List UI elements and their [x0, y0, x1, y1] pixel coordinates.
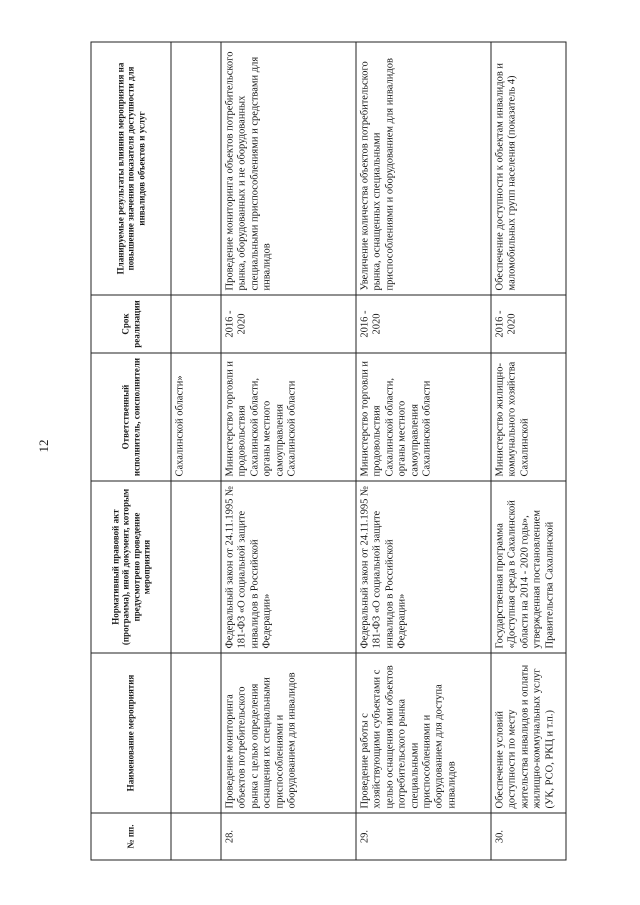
header-act: Нормативный правовой акт (программа), иной документ, которым предусмотрено проведение мероприятия [91, 481, 171, 653]
header-result: Планируемые результаты влияния мероприятия на повышение значения показателя доступности для инвалидов объектов и услуг [91, 42, 171, 295]
cell-term: 2016 - 2020 [356, 295, 491, 353]
cell-num: 29. [356, 813, 491, 860]
header-name: Наименование мероприятия [91, 653, 171, 813]
table-row [221, 42, 356, 860]
cell-executor: Сахалинской области» [171, 353, 221, 481]
cell-name: Проведение мониторинга объектов потребительского рынка с целью определения оснащения их специальными приспособлениями и оборудованием для инвалидов [221, 653, 356, 813]
rotated-table-wrapper [91, 43, 566, 861]
header-term: Срок реализации [91, 295, 171, 353]
header-num: № пп. [91, 813, 171, 860]
cell-num: 30. [491, 813, 566, 860]
cell-term: 2016 - 2020 [491, 295, 566, 353]
measures-table [91, 42, 567, 861]
header-executor: Ответственный исполнитель, соисполнители [91, 353, 171, 481]
cell-act: Федеральный закон от 24.11.1995 № 181-ФЗ «О социальной защите инвалидов в Российской Федерации» [356, 481, 491, 653]
cell-name: Проведение работы с хозяйствующими субъектами с целью оснащения ими объектов потребительского рынка специальными приспособлениями и оборудованием для доступа инвалидов [356, 653, 491, 813]
cell-num: 28. [221, 813, 356, 860]
cell-act [171, 481, 221, 653]
cell-act: Федеральный закон от 24.11.1995 № 181-ФЗ «О социальной защите инвалидов в Российской Федерации» [221, 481, 356, 653]
cell-result [171, 42, 221, 295]
cell-act: Государственная программа «Доступная среда в Сахалинской области на 2014 - 2020 годы», утвержденная постановлением Правительства Сахалинской [491, 481, 566, 653]
table-row [491, 42, 566, 860]
table-row [356, 42, 491, 860]
cell-term [171, 295, 221, 353]
cell-name: Обеспечение условий доступности по месту жительства инвалидов и оплаты жилищно-коммунальных услуг (УК, РСО, РКЦ и т.п.) [491, 653, 566, 813]
page-number: 12 [36, 439, 51, 453]
cell-result: Проведение мониторинга объектов потребительского рынка, оборудованных и не оборудованных специальными приспособлениями и средствами для инвалидов [221, 42, 356, 295]
table-header-row [91, 42, 171, 860]
table-row [171, 42, 221, 860]
cell-executor: Министерство торговли и продовольствия Сахалинской области, органы местного самоуправления Сахалинской области [221, 353, 356, 481]
cell-result: Увеличение количества объектов потребительского рынка, оснащенных специальными приспособлениями и оборудованием для инвалидов [356, 42, 491, 295]
cell-name [171, 653, 221, 813]
cell-executor: Министерство жилищно-коммунального хозяйства Сахалинской [491, 353, 566, 481]
cell-term: 2016 - 2020 [221, 295, 356, 353]
cell-executor: Министерство торговли и продовольствия Сахалинской области, органы местного самоуправления Сахалинской области [356, 353, 491, 481]
cell-result: Обеспечение доступности к объектам инвалидов и маломобильных групп населения (показатель 4) [491, 42, 566, 295]
cell-num [171, 813, 221, 860]
